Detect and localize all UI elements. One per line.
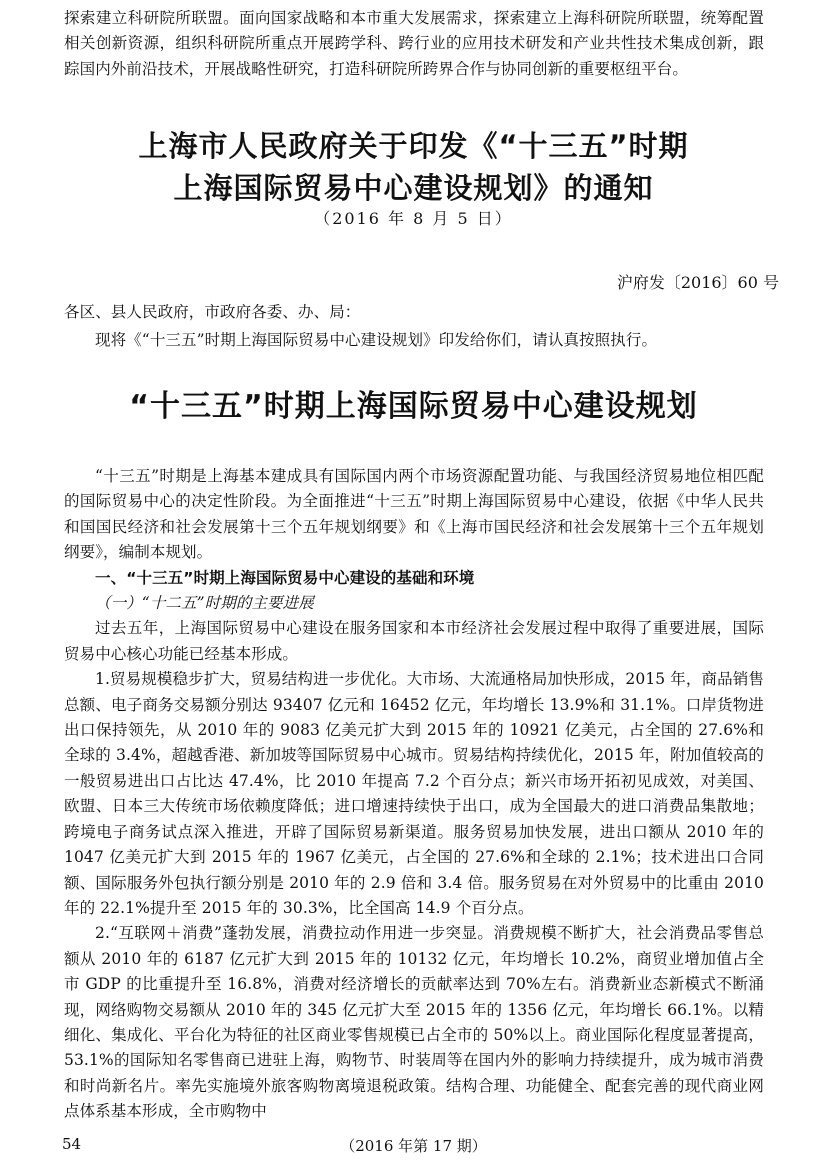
plan-title: “十三五”时期上海国际贸易中心建设规划 [129,389,698,424]
notice-body: 现将《“十三五”时期上海国际贸易中心建设规划》印发给你们，请认真按照执行。 [95,331,658,349]
para-2: 2.“互联网＋消费”蓬勃发展，消费拉动作用进一步突显。消费规模不断扩大，社会消费品零售总额从 2010 年的 6187 亿元扩大到 2015 年的 10132 亿元，年均增长 10.2%，商贸业增加值占全市 GDP 的比重提升至 16.8%，消费对经济增长的贡献率达到 70%左右。消费新业态新模式不断涌现，网络购物交易额从 2010 年的 345 亿元扩大至 2015 年的 1356 亿元，年均增长 66.1%。以精细化、集成化、平台化为特征的社区商业零售规模已占全市的 50%以上。商业国际化程度显著提高，53.1%的国际知名零售商已进驻上海，购物节、时装周等在国内外的影响力持续提升，成为城市消费和时尚新名片。率先实施境外旅客购物离境退税政策。结构合理、功能健全、配套完善的现代商业网点体系基本形成，全市购物中 [64,924,764,1121]
notice-title-line1: 上海市人民政府关于印发《“十三五”时期 [138,129,689,163]
section1-heading: 一、“十三五”时期上海国际贸易中心建设的基础和环境 [95,568,475,587]
addressee: 各区、县人民政府，市政府各委、办、局： [64,303,361,321]
subsection1-heading: （一）“十二五”时期的主要进展 [95,594,314,613]
plan-body [64,464,764,1125]
para-1: 1.贸易规模稳步扩大，贸易结构进一步优化。大市场、大流通格局加快形成，2015 年，商品销售总额、电子商务交易额分别达 93407 亿元和 16452 亿元，年均增长 13.9%和 31.1%。口岸货物进出口保持领先，从 2010 年的 9083 亿美元扩大到 2015 年的 10921 亿美元，占全国的 27.6%和全球的 3.4%，超越香港、新加坡等国际贸易中心城市。贸易结构持续优化，2015 年，附加值较高的一般贸易进出口占比达 47.4%，比 2010 年提高 7.2 个百分点；新兴市场开拓初见成效，对美国、欧盟、日本三大传统市场依赖度降低；进口增速持续快于出口，成为全国最大的进口消费品集散地；跨境电子商务试点深入推进，开辟了国际贸易新渠道。服务贸易加快发展，进出口额从 2010 年的 1047 亿美元扩大到 2015 年的 1967 亿美元，占全国的 27.6%和全球的 2.1%；技术进出口合同额、国际服务外包执行额分别是 2010 年的 2.9 倍和 3.4 倍。服务贸易在对外贸易中的比重由 2010 年的 22.1%提升至 2015 年的 30.3%，比全国高 14.9 个百分点。 [64,670,764,917]
notice-title-line2: 上海国际贸易中心建设规划》的通知 [173,171,654,205]
page-number: 54 [62,1135,82,1153]
doc-number: 沪府发〔2016〕60 号 [616,273,779,292]
plan-intro: “十三五”时期是上海基本建成具有国际国内两个市场资源配置功能、与我国经济贸易地位相匹配的国际贸易中心的决定性阶段。为全面推进“十三五”时期上海国际贸易中心建设，依据《中华人民共和国国民经济和社会发展第十三个五年规划纲要》和《上海市国民经济和社会发展第十三个五年规划纲要》，编制本规划。 [64,467,764,562]
notice-date: （2016 年 8 月 5 日） [314,209,513,228]
issue-label: （2016 年第 17 期） [340,1137,487,1155]
para-progress: 过去五年，上海国际贸易中心建设在服务国家和本市经济社会发展过程中取得了重要进展，国际贸易中心核心功能已经基本形成。 [64,619,764,663]
top-paragraph: 探索建立科研院所联盟。面向国家战略和本市重大发展需求，探索建立上海科研院所联盟，统筹配置相关创新资源，组织科研院所重点开展跨学科、跨行业的应用技术研发和产业共性技术集成创新，跟踪国内外前沿技术，开展战略性研究，打造科研院所跨界合作与协同创新的重要枢纽平台。 [64,9,764,78]
